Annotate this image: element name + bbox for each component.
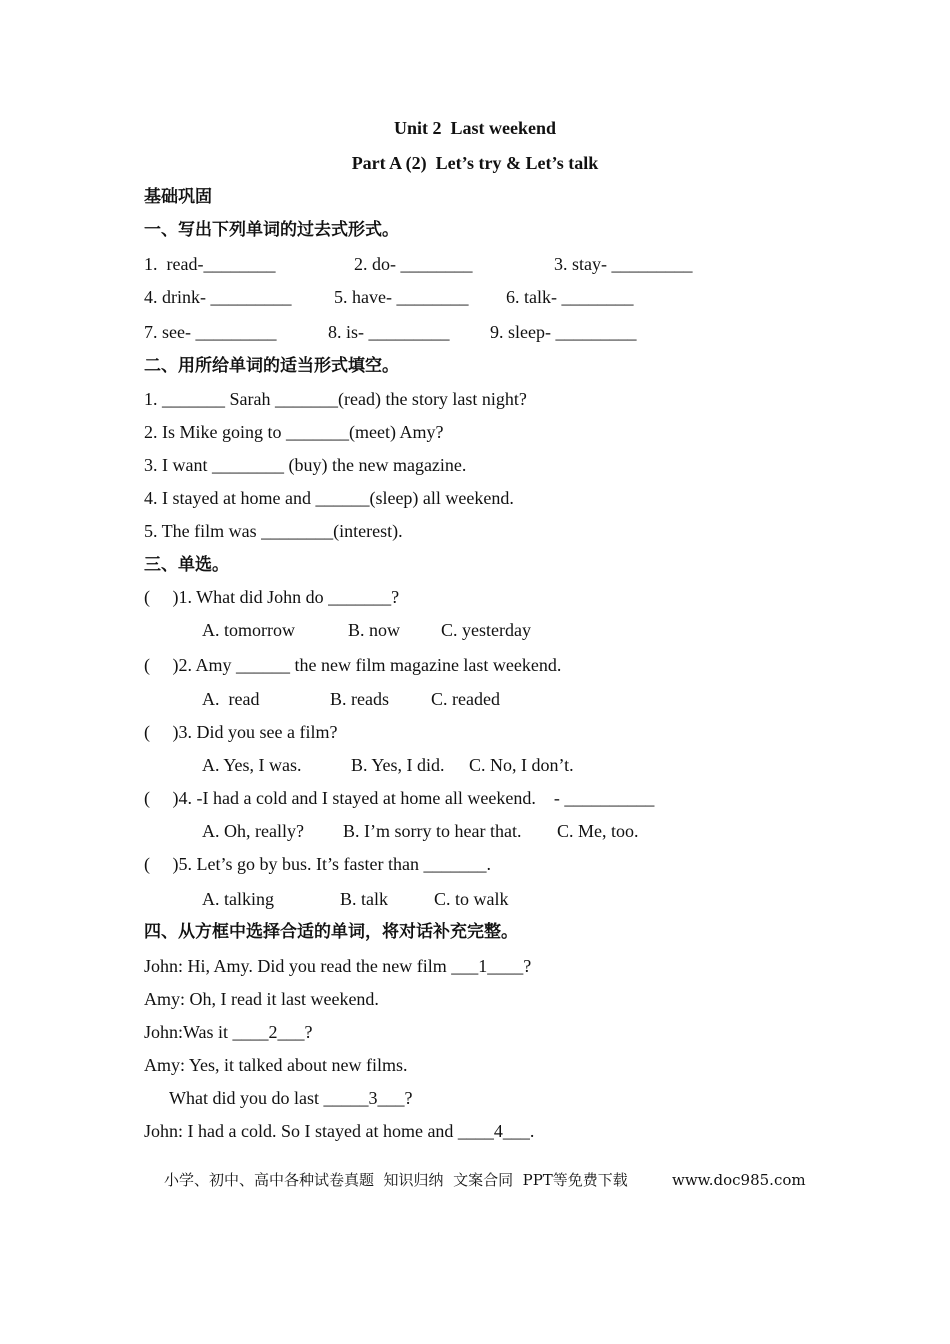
fill-item: 4. I stayed at home and ______(sleep) all weekend. xyxy=(144,488,514,508)
section4-heading: 四、从方框中选择合适的单词，将对话补充完整。 xyxy=(144,922,518,942)
word-item: 8. is- _________ xyxy=(328,322,450,342)
word-item: 4. drink- _________ xyxy=(144,287,292,307)
dialogue-line: John:Was it ____2___? xyxy=(144,1022,313,1042)
footer-link[interactable]: www.doc985.com xyxy=(672,1171,806,1189)
section1-heading: 一、写出下列单词的过去式形式。 xyxy=(144,220,399,240)
dialogue-line: John: I had a cold. So I stayed at home and ____4___. xyxy=(144,1121,535,1141)
option: A. Yes, I was. xyxy=(202,755,302,775)
word-item: 3. stay- _________ xyxy=(554,254,693,274)
option: C. readed xyxy=(431,689,500,709)
dialogue-line: What did you do last _____3___? xyxy=(169,1088,413,1108)
option: A. talking xyxy=(202,889,274,909)
page-title: Unit 2 Last weekend xyxy=(393,118,556,138)
footer-text: 小学、初中、高中各种试卷真题 知识归纳 文案合同 PPT等免费下载 xyxy=(164,1171,628,1189)
question-stem: ( )3. Did you see a film? xyxy=(144,722,338,742)
option: C. No, I don’t. xyxy=(469,755,574,775)
dialogue-line: Amy: Yes, it talked about new films. xyxy=(144,1055,408,1075)
option: C. to walk xyxy=(434,889,509,909)
word-item: 2. do- ________ xyxy=(354,254,473,274)
fill-item: 2. Is Mike going to _______(meet) Amy? xyxy=(144,422,444,442)
section3-heading: 三、单选。 xyxy=(144,555,229,575)
basics-heading: 基础巩固 xyxy=(144,187,212,207)
word-item: 9. sleep- _________ xyxy=(490,322,637,342)
question-stem: ( )4. -I had a cold and I stayed at home all weekend. - __________ xyxy=(144,788,655,808)
word-item: 7. see- _________ xyxy=(144,322,277,342)
section2-heading: 二、用所给单词的适当形式填空。 xyxy=(144,356,399,376)
option: B. I’m sorry to hear that. xyxy=(343,821,522,841)
option: B. now xyxy=(348,620,401,640)
option: B. Yes, I did. xyxy=(351,755,445,775)
fill-item: 5. The film was ________(interest). xyxy=(144,521,403,541)
option: C. yesterday xyxy=(441,620,531,640)
word-item: 6. talk- ________ xyxy=(506,287,634,307)
option: C. Me, too. xyxy=(557,821,639,841)
question-stem: ( )1. What did John do _______? xyxy=(144,587,400,607)
word-item: 1. read-________ xyxy=(144,254,276,274)
option: B. talk xyxy=(340,889,388,909)
dialogue-line: Amy: Oh, I read it last weekend. xyxy=(144,989,379,1009)
word-item: 5. have- ________ xyxy=(334,287,469,307)
question-stem: ( )5. Let’s go by bus. It’s faster than _______. xyxy=(144,854,491,874)
option: B. reads xyxy=(330,689,389,709)
dialogue-line: John: Hi, Amy. Did you read the new film ___1____? xyxy=(144,956,532,976)
question-stem: ( )2. Amy ______ the new film magazine last weekend. xyxy=(144,655,562,675)
option: A. Oh, really? xyxy=(202,821,304,841)
fill-item: 1. _______ Sarah _______(read) the story last night? xyxy=(144,389,527,409)
page-subtitle: Part A (2) Let’s try & Let’s talk xyxy=(351,153,599,173)
fill-item: 3. I want ________ (buy) the new magazine. xyxy=(144,455,467,475)
option: A. read xyxy=(202,689,260,709)
option: A. tomorrow xyxy=(202,620,295,640)
